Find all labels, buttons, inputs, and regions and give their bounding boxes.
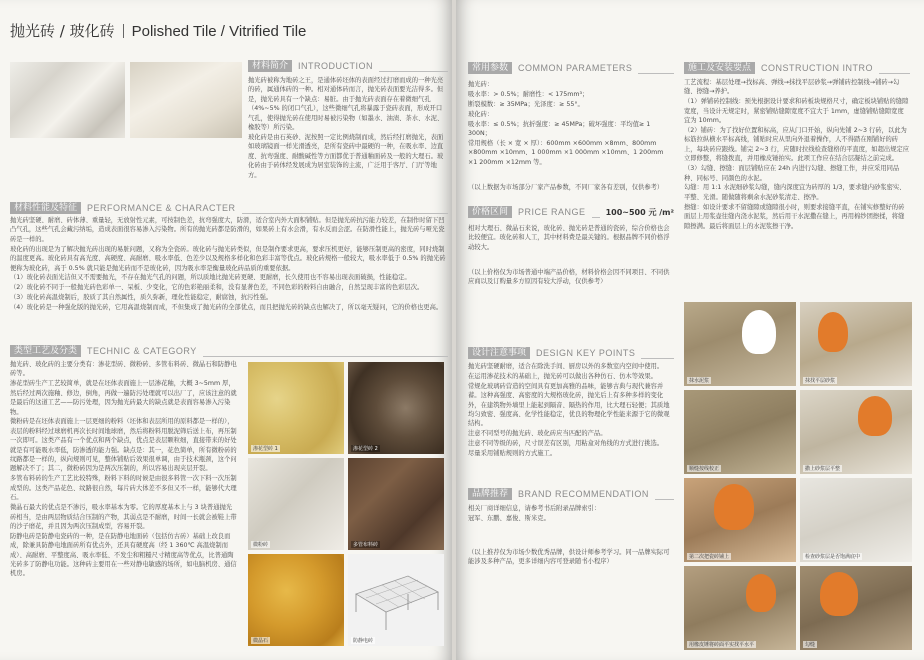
install-text: 工艺流程：基层处理→找标高、弹线→抹找平层砂浆→弹铺砖控制线→铺砖→勾缝、擦缝→养护。 （1）弹铺砖控制线：预先根据设计要求和砖板块规格尺寸，确定板块铺贴的缝隙宽度，当设计无规定时，紧密铺贴缝隙宽度不宜大于 1mm，虚缝铺贴缝隙宽度宜为 10mm。 （2）铺砖：为了找好位置和标高，应从门口开始，纵向先铺 2~3 行砖，以此为标筋拉纵横水平标高线，铺贴时应从里向外退着操作，人不得踏在刚铺好的砖上，每块砖应跟线。铺完 2~3 行，应随时拉线检查缝格的平直度，如超出规定应立即修整，将缝拨直，并用橡皮锤拍实。此项工作应在结合层凝结之前完成。 （3）勾缝、擦缝：面层铺贴应在 24h 内进行勾缝、擦缝工作，并应采用同品种、同标号、同颜色的水泥。 勾缝：用 1:1 水泥细砂浆勾缝，缝内深度宜为砖厚的 1/3，要求缝内砂浆密实、平整、光滑。随做随将剩余水泥砂浆清走、擦净。 擦缝：如设计要求不留缝隙或缝隙很小时，则要求接缝平直，在铺实修整好的砖面层上用浆壶往缝内浇水泥浆，然后用干水泥撒在缝上，再用棉纱团擦揉，将缝隙擦满。最后将面层上的水泥浆擦干净。 bbox=[684, 79, 910, 230]
sample-tile-4: 多管布料砖 bbox=[348, 458, 444, 550]
page-title bbox=[10, 20, 306, 41]
brand-note: （以上推荐仅为市场少数优秀品牌，供设计师参考学习。同一品牌实际可能涉及多种产品，更多详细内容可登录随书小程序） bbox=[468, 549, 670, 566]
raised-floor-illustration bbox=[348, 554, 444, 646]
install-photo-6: 检查砂浆层是否饱满底中 bbox=[800, 478, 912, 562]
price-range: 100~500 元 /m² bbox=[605, 207, 674, 217]
perf-text: 抛光砖坚硬、耐磨、砖体薄、重量轻，无放射性元素，可按制色差，抗弯强度大，防滑，适合室内外大面积铺贴。但是抛光砖抗污能力较差，在制作时留下凹凸气孔，这些气孔会藏污纳垢，造成表面很容易渗入污染物。所有的抛光砖都是防滑的，如果砖上有水会滑，有水反而会涩。在防滑性能上，抛光砖与哑光瓷砖是一样的。 玻化砖的出现是为了解决抛光砖出现的易脏问题，又称为全瓷砖。玻化砖与抛光砖类似，但是制作要求更高，要求压机更好，能够压制更高的密度，同时烧制的温度更高。玻化砖具有高光度、高硬度、高耐磨、吸水率低、色差少以及规格多样化和色彩丰富等优点。玻化砖规格一般较大，吸水率低于 0.5% 的抛光砖便称为玻化砖，高于 0.5% 就只能是抛光砖而不是玻化砖，因为吸水率是衡量玻化砖品质的重要依据。 （1）玻化砖表面光洁但又不需要抛光，不存在抛光气孔的问题，所以质地比抛光砖更硬、更耐磨，长久使用也不容易出现表面破损，性能稳定。 （2）玻化砖不同于一般抛光砖色彩单一、呆板、少变化，它的色彩艳丽柔和，没有显著色差，不同色彩的粉料自由融合，自然呈现丰富的色彩层次。 （3）玻化砖高温烧制后，胶质了其自然属性，质久弥新，理化性能稳定，耐腐蚀，抗污性强。 （4）玻化砖是一种强化版的抛光砖，它用高温烧制而成，不但集成了抛光砖的全部优点，而且把抛光砖的缺点也解决了，所以毫无疑问，它的价格也更高。 bbox=[10, 217, 446, 312]
left-page bbox=[0, 0, 452, 660]
params-note: （以上数据为市场部分厂家产品参数，不同厂家各有差别，仅供参考） bbox=[468, 184, 664, 191]
sample-tile-6: 防静电砖 bbox=[348, 554, 444, 646]
polished-tile-photo-2 bbox=[130, 62, 242, 138]
sample-tile-3: 微粉砖 bbox=[248, 458, 344, 550]
install-photo-7: 用橡皮锤将砖面平实找平水平 bbox=[684, 566, 796, 650]
design-header: 设计注意事项 DESIGN KEY POINTS bbox=[468, 347, 674, 359]
polished-tile-photo-1 bbox=[10, 62, 125, 138]
price-note: （以上价格仅为市场普通中端产品价格，材料价格会因不同项目、不同供应商以及订购量多方原因有较大浮动，仅供参考） bbox=[468, 269, 670, 286]
right-page bbox=[456, 0, 924, 660]
title-en: Polished Tile / Vitrified Tile bbox=[131, 23, 307, 40]
sample-tile-2: 渗花型砖 2 bbox=[348, 362, 444, 454]
install-photo-4: 撒上砂浆层平整 bbox=[800, 390, 912, 474]
tech-text: 抛光砖、玻化砖的主要分类有：渗花型砖、微粉砖、多管布料砖、微晶石和防静电砖等。 渗花型砖生产工艺较简单，就是在坯体表面施上一层渗花釉，大概 3~5mm 厚，然后经过两次施釉、修边，倒角，再做一遍防污处理就可以出厂了，应该注意的就是最后的这道工艺——防污处理，因为抛光砖最大的缺点就是表面容易渗入污染物。 微粉砖是在坯体表面施上一层更细的粉料（坯体和表层所用的原料都是一样的），表层的粉料经过球磨机再次长时间地球磨，然后将粉料用脱泥筛后送上布，再压制一次即可。这类产品有一个优点和两个缺点，优点是表层颗粒细，直接带来的好处就是有可能吸水率低，防渗透的能力强。缺点是：其一，花色简单，所有微粉砖的纹路都是一样的，纵向规则可见，整体铺贴后效果很单调，由于技术瓶颈，这个问题解决不了；其二，微粉砖因为是两次压制的，所以容易出现夹层开裂。 多管布料砖的生产工艺比较特殊，粉料下料的时候是由很多料管一次下料一次压制成型的。这类产品花色、纹路很自然，每片砖大体差不多但又不一样，能够代大理石。 微晶石最大的优点是不渗污，吸水率基本为零。它的厚度基本上与 3 块普通抛光砖相当，是由两层物质结合压制的产物，其弱点是不耐磨，时间一长就会被鞋上带的沙子磨花，并且因为两次压制成型，容易开裂。 防静电砖是防静电瓷砖的一种，是在防静电地面砖（包括仿古砖）基础上改良而成，除兼具防静电地面砖所有优点外，还具有硬度高（经 1 360℃ 高温烧制而成）、高耐磨、平整度高、吸水率低、不发尘和粗糙尺寸精度高等优点，比普通陶光砖多了防静电功能。这种砖主要用在一些对静电敏感的场所，如电脑机房、通信机房。 bbox=[10, 361, 237, 578]
brand-text: 相关厂商详细信息，请参考书后附录品牌索引： 冠军、东鹏、嘉俊、斯米克。 bbox=[468, 505, 601, 522]
install-photo-3: 顺缝按线校正 bbox=[684, 390, 796, 474]
price-text: 相对大理石、微晶石来说，玻化砖、抛光砖是普通的瓷砖，综合价格也会比较便宜。玻化砖和人工，其中材料费是最关键的。根据品牌不同价格浮动较大。 bbox=[468, 225, 670, 251]
install-photo-2: 抹找平层砂浆 bbox=[800, 302, 912, 386]
brand-header: 品牌推荐 BRAND RECOMMENDATION bbox=[468, 488, 674, 500]
params-header: 常用参数 COMMON PARAMETERS bbox=[468, 62, 674, 74]
install-photo-8: 勾缝 bbox=[800, 566, 912, 650]
install-photo-1: 抹水泥浆 bbox=[684, 302, 796, 386]
design-text: 抛光砖坚硬耐磨，适合在除洗手间、厨房以外的多数室内空间中使用。 在运用渗花技术的基础上，抛光砖可以做出各种仿石、仿木等效果。 常规化玻璃砖营造的空间具有更加高雅的品味，能够古典与现代兼容并蓄。这种高强度、高密度的大规格玻化砖，抛光后上有多种多样的变化外，在建筑物外墙里上能起到隔音、隔热的作用，比大理石轻便；其质地均匀致密、强度高、化学性能稳定，优良的物理化学性能来源于它的微观结构。 注意不同型号的抛光砖、玻化砖应当匹配的产品。 注意不同等级的砖，尺寸误差有区别，用粘盒对角线的方式进行挑选。 尽量采用铺贴规则的方式施工。 bbox=[468, 363, 670, 458]
price-header: 价格区间 PRICE RANGE 100~500 元 /m² bbox=[468, 206, 674, 218]
install-header: 施工及安装要点 CONSTRUCTION INTRO bbox=[684, 62, 910, 74]
sample-tile-5: 微晶石 bbox=[248, 554, 344, 646]
install-photo-5: 第二次把瓷砖铺上 bbox=[684, 478, 796, 562]
perf-header: 材料性能及特征 PERFORMANCE & CHARACTER bbox=[10, 202, 448, 214]
title-cn: 抛光砖 / 玻化砖 bbox=[10, 22, 115, 40]
intro-text: 抛光砖被称为地砖之王，是通体砖坯体的表面经过打磨而成的一种光亮的砖，属通体砖的一种。相对通体砖而言，抛光砖表面要光洁得多。但是，抛光砖具有一个缺点：易脏。由于抛光砖表面存在着微细气孔（4%~5% 的闭口气孔），这些微细气孔将暴露于瓷砖表面，形成开口气孔，使得抛光砖在使用时易被污染物（如墨水、油渍、茶水、水泥、橡胶等）所污染。 玻化砖是由石英砂、泥按照一定比例烧制而成，然后经打磨抛光，表面如玻璃镜面一样光滑透亮，是所有瓷砖中最硬的一种，在吸水率、边直度、抗弯强度、耐酸碱性等方面都优于普通釉面砖及一般的大理石。玻化砖由于砖体经发展成为居室装饰的主流，广泛用于客厅、门厅等地方。 bbox=[248, 77, 444, 179]
sample-tile-1: 渗花型砖 1 bbox=[248, 362, 344, 454]
params-text: 抛光砖： 吸水率：> 0.5%；耐磨性：< 175mm³； 断裂模数：≥ 35MPa；光泽度：≥ 55°。 玻化砖： 吸水率：≤ 0.5%；抗折强度：≥ 45MPa；破坏强度：平均值≥ 1 300N； 常用规格（长 × 宽 × 厚）：600mm ×600mm ×8mm、800mm ×800mm ×10mm、1 000mm ×1 000mm ×10mm、1 200mm ×1 200mm ×12mm 等。 bbox=[468, 81, 664, 166]
tech-header: 类型工艺及分类 TECHNIC & CATEGORY bbox=[10, 345, 448, 357]
intro-header: 材料简介 INTRODUCTION bbox=[248, 60, 448, 72]
